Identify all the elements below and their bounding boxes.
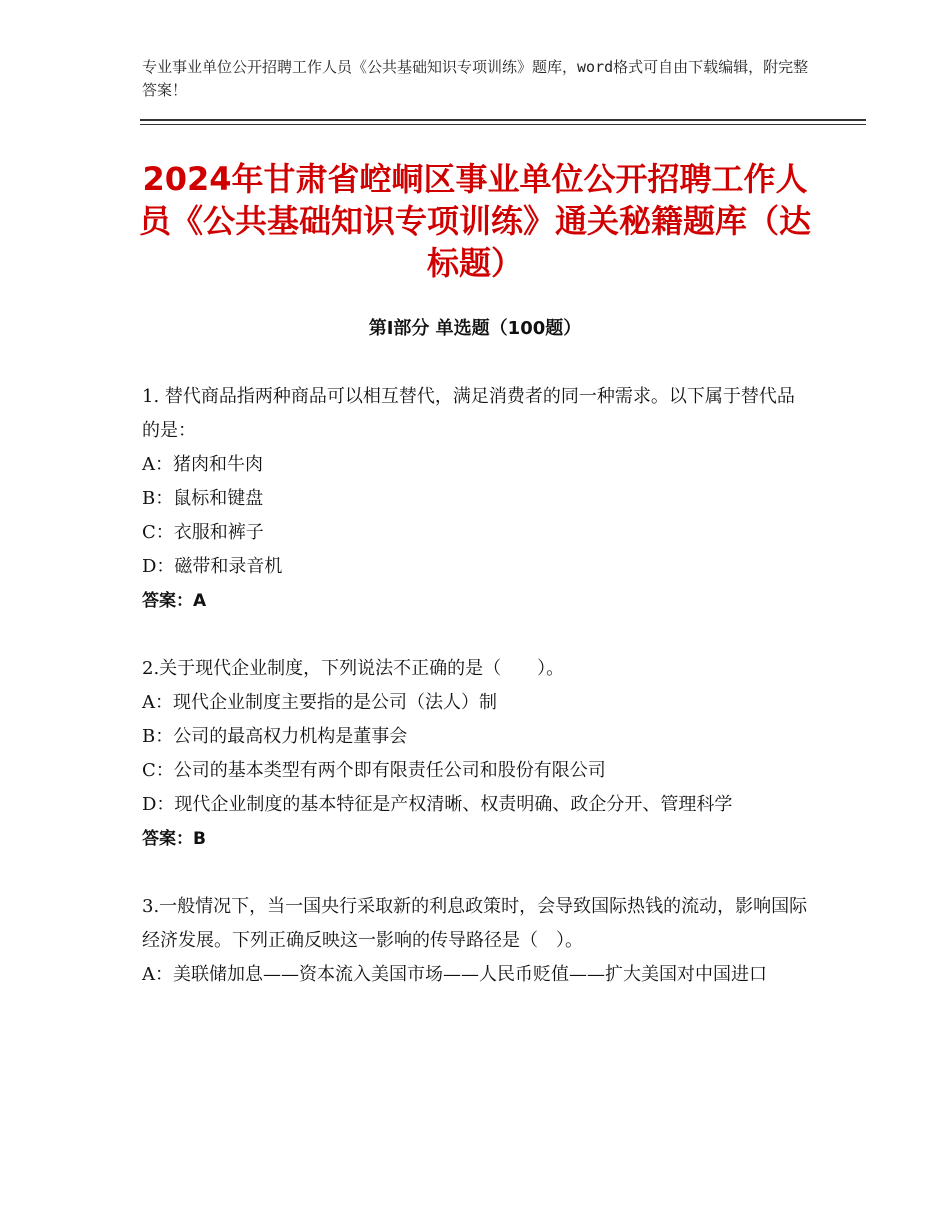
- question-1: [142, 380, 808, 618]
- header-note: 专业事业单位公开招聘工作人员《公共基础知识专项训练》题库，word格式可自由下载编辑，附完整答案！: [142, 58, 809, 99]
- question-stem: 1. 替代商品指两种商品可以相互替代，满足消费者的同一种需求。以下属于替代品的是：: [142, 386, 795, 441]
- option-d: D：现代企业制度的基本特征是产权清晰、权责明确、政企分开、管理科学: [142, 794, 733, 815]
- option-b: B：公司的最高权力机构是董事会: [142, 726, 408, 747]
- option-c: C：公司的基本类型有两个即有限责任公司和股份有限公司: [142, 760, 606, 781]
- section-title: 第Ⅰ部分 单选题（100题）: [368, 318, 582, 339]
- question-list: [142, 380, 808, 1026]
- question-stem: 3.一般情况下，当一国央行采取新的利息政策时，会导致国际热钱的流动，影响国际经济发展。下列正确反映这一影响的传导路径是（ ）。: [142, 896, 808, 951]
- header-rule-thin: [140, 124, 866, 125]
- option-d: D：磁带和录音机: [142, 556, 283, 577]
- option-a: A：美联储加息——资本流入美国市场——人民币贬值——扩大美国对中国进口: [142, 964, 767, 985]
- page-title: 2024年甘肃省崆峒区事业单位公开招聘工作人员《公共基础知识专项训练》通关秘籍题库（达标题）: [138, 160, 811, 282]
- answer: 答案：B: [142, 829, 206, 849]
- header-rule-thick: [140, 119, 866, 121]
- question-stem: 2.关于现代企业制度，下列说法不正确的是（ ）。: [142, 658, 565, 679]
- option-b: B：鼠标和键盘: [142, 488, 264, 509]
- option-c: C：衣服和裤子: [142, 522, 264, 543]
- option-a: A：现代企业制度主要指的是公司（法人）制: [142, 692, 497, 713]
- answer: 答案：A: [142, 591, 207, 611]
- question-2: [142, 652, 808, 856]
- option-a: A：猪肉和牛肉: [142, 454, 263, 475]
- question-3: [142, 890, 808, 992]
